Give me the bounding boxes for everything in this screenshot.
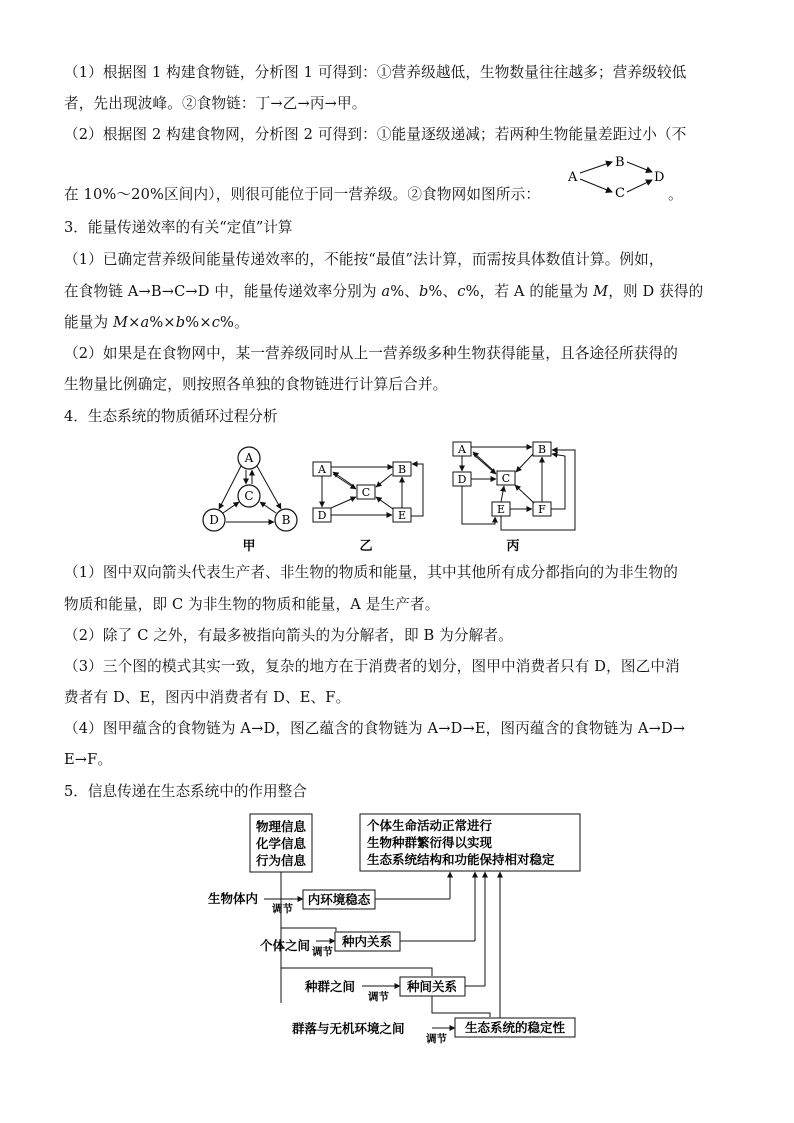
level-populations: 种群之间 [305, 979, 356, 994]
section-3-para-1-line-2: 在食物链 A→B→C→D 中，能量传递效率分别为 a%、b%、c%，若 A 的能量为 M，则 D 获得的 [64, 283, 704, 300]
diagram-jia [203, 447, 297, 554]
label-bing: 丙 [506, 539, 520, 554]
result-interspecific: 种间关系 [406, 979, 458, 994]
section-4-para-1-line-1: （1）图中双向箭头代表生产者、非生物的物质和能量，其中其他所有成分都指向的为非生物的 [64, 564, 678, 581]
section-3-para-1-line-3: 能量为 M×a%×b%×c%。 [64, 314, 249, 331]
bing-label-a: A [458, 443, 466, 456]
info-type-chemical: 化学信息 [255, 836, 307, 851]
section-3-heading: 3．能量传递效率的有关“定值”计算 [64, 219, 293, 236]
section-3-para-1-line-1: （1）已确定营养级间能量传递效率的，不能按“最值”法计算，而需按具体数值计算。例如， [64, 251, 664, 268]
para-2-end-mark: 。 [668, 186, 683, 203]
web-arrow-c-d [627, 180, 652, 192]
level-individuals: 个体之间 [260, 938, 311, 953]
information-transfer-diagram [200, 808, 600, 1048]
bing-label-b: B [537, 443, 547, 456]
web-node-a: A [568, 170, 578, 185]
bing-label-e: E [496, 503, 506, 516]
info-type-physical: 物理信息 [255, 819, 307, 834]
regulate-label-1: 调节 [272, 903, 293, 915]
diagram-yi [313, 462, 423, 554]
web-node-d: D [654, 170, 665, 185]
material-cycle-diagrams [195, 436, 600, 556]
bing-label-f: F [538, 503, 546, 516]
section-4-para-1-line-2: 物质和能量，即 C 为非生物的物质和能量，A 是生产者。 [64, 596, 440, 613]
jia-label-b: B [281, 513, 291, 527]
yi-label-b: B [397, 463, 407, 476]
jia-label-c: C [244, 489, 254, 503]
label-jia: 甲 [242, 539, 256, 554]
regulate-label-3: 调节 [368, 991, 389, 1003]
label-yi: 乙 [359, 539, 373, 554]
bing-label-c: C [501, 472, 511, 485]
info-type-behavioral: 行为信息 [255, 853, 307, 868]
result-intraspecific: 种内关系 [341, 934, 393, 949]
level-organism: 生物体内 [208, 891, 259, 906]
section-3-para-2-line-1: （2）如果是在食物网中，某一营养级同时从上一营养级多种生物获得能量，且各途径所获得的 [64, 345, 678, 362]
yi-label-a: A [318, 463, 326, 476]
para-1-line-2: 者，先出现波峰。②食物链：丁→乙→丙→甲。 [64, 95, 367, 112]
jia-label-d: D [209, 513, 219, 527]
diagram-bing [453, 442, 575, 554]
section-5-heading: 5．信息传递在生态系统中的作用整合 [64, 783, 307, 800]
regulate-label-2: 调节 [312, 946, 333, 958]
yi-label-d: D [317, 509, 327, 522]
effect-ecosystem: 生态系统结构和功能保持相对稳定 [367, 852, 555, 867]
level-community-environment: 群落与无机环境之间 [292, 1021, 405, 1036]
section-4-para-3-line-1: （3）三个图的模式其实一致，复杂的地方在于消费者的划分，图甲中消费者只有 D，图乙中消 [64, 658, 680, 675]
web-arrow-b-d [627, 162, 652, 172]
section-4-heading: 4．生态系统的物质循环过程分析 [64, 408, 278, 425]
food-web-diagram [560, 150, 670, 204]
web-arrow-a-b [580, 162, 612, 173]
para-2-line-2: 在 10%～20%区间内），则很可能位于同一营养级。②食物网如图所示： [64, 186, 541, 203]
para-2-line-1: （2）根据图 2 构建食物网，分析图 2 可得到：①能量逐级递减；若两种生物能量差距过小（不 [64, 126, 687, 143]
section-4-para-2-line-1: （2）除了 C 之外，有最多被指向箭头的为分解者，即 B 为分解者。 [64, 627, 513, 644]
web-node-b: B [615, 155, 625, 170]
section-4-para-4-line-1: （4）图甲蕴含的食物链为 A→D，图乙蕴含的食物链为 A→D→E，图丙蕴含的食物链为 A→D→ [64, 720, 686, 737]
effect-individual: 个体生命活动正常进行 [367, 818, 493, 833]
effect-population: 生物种群繁衍得以实现 [367, 835, 493, 850]
para-1-line-1: （1）根据图 1 构建食物链，分析图 1 可得到：①营养级越低，生物数量往往越多；营养级较低 [64, 64, 687, 81]
section-4-para-4-line-2: E→F。 [64, 751, 113, 768]
result-homeostasis: 内环境稳态 [307, 892, 371, 907]
result-stability: 生态系统的稳定性 [464, 1020, 566, 1035]
regulate-label-4: 调节 [426, 1033, 447, 1045]
section-4-para-3-line-2: 费者有 D、E，图丙中消费者有 D、E、F。 [64, 689, 351, 706]
section-3-para-2-line-2: 生物量比例确定，则按照各单独的食物链进行计算后合并。 [64, 376, 448, 393]
web-node-c: C [615, 186, 625, 201]
web-arrow-a-c [580, 179, 612, 192]
jia-label-a: A [244, 451, 254, 465]
yi-label-e: E [397, 509, 407, 522]
bing-label-d: D [457, 473, 467, 486]
yi-label-c: C [361, 486, 371, 499]
